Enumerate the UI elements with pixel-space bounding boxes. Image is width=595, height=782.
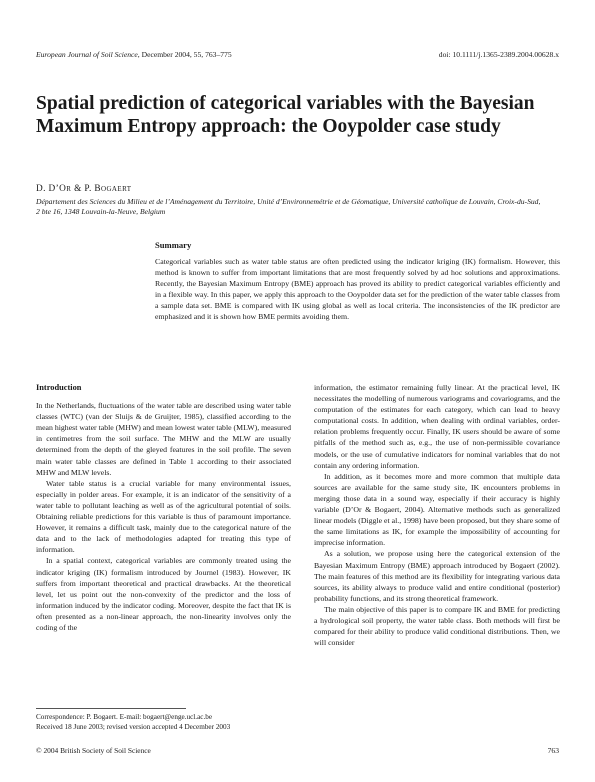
left-column [36, 382, 291, 633]
summary-text: Categorical variables such as water table status are often predicted using the indicator kriging (IK) formalism. However, this method is known to suffer from important limitations that are most frequently solved by ad hoc solutions and approximations. Recently, the Bayesian Maximum Entropy (BME) approach has proved its ability to predict categorical variables efficiently and in a flexible way. In this paper, we apply this approach to the Ooypolder data set for the prediction of the water table classes from a sample data set. BME is compared with IK using global as well as local criteria. The inconsistencies of the IK predictor are emphasized and it is shown how BME permits avoiding them. [155, 257, 560, 322]
introduction-heading: Introduction [36, 383, 82, 392]
intro-paragraph: The main objective of this paper is to compare IK and BME for predicting a hydrological soil property, the water table class. Both methods will first be compared for their ability to produce valid conditional distributions. Then, we will consider [314, 604, 560, 648]
intro-paragraph: In the Netherlands, fluctuations of the water table are described using water table classes (WTC) (van der Sluijs & de Gruijter, 1985), classified according to the mean highest water table (MHW) and mean lowest water table (MLW), measured in centimetres from the soil surface. The MHW and the MLW are usually determined from the depth of the gleyed features in the soil profile. The seven main water table classes are defined in Table 1 according to their associated MHW and MLW levels. [36, 401, 291, 477]
footnote-rule [36, 708, 186, 709]
authors: D. D’Or & P. Bogaert [36, 184, 132, 194]
intro-paragraph: information, the estimator remaining fully linear. At the practical level, IK necessitates the modelling of numerous variograms and covariograms, and the computation of the estimates for each category, which can lead to heavy computational costs. In addition, when dealing with ordinal variables, order-relation problems frequently occur. Finally, IK users should be aware of some pitfalls of the method such as, e.g., the use of non-permissible covariance models, or the use of cumulative indicators for nominal variables that do not contain any ordering information. [314, 383, 560, 470]
page-number: 763 [547, 746, 559, 755]
intro-paragraph: Water table status is a crucial variable for many environmental issues, especially in polder areas. For example, it is an indicator of the sensitivity of a water table to pollutant leaching as well as of the agricultural potential of soils. Obtaining reliable predictions for this variable is thus of paramount importance. However, it remains a difficult task, mainly due to the categorical nature of the data and to the lack of methodologies adapted for treating this type of information. [36, 478, 291, 555]
paper-title: Spatial prediction of categorical variables with the Bayesian Maximum Entropy approach: the Ooypolder case study [36, 93, 535, 137]
journal-name: European Journal of Soil Science [36, 50, 138, 59]
intro-paragraph: In addition, as it becomes more and more common that multiple data sources are available for the same study site, IK encounters problems in merging those data in a sound way, especially if their accuracy is highly variable (D’Or & Bogaert, 2004). Alternative methods such as generalized linear models (Diggle et al., 1998) have been proposed, but they share some of the same limitations as IK, for example the impossibility of accounting for imprecise information. [314, 471, 560, 548]
affiliation: Département des Sciences du Milieu et de l’Aménagement du Territoire, Unité d’Environnemétrie et de Géomatique, Université catholique de Louvain, Croix-du-Sud, 2 bte 16, 1348 Louvain-la-Neuve, Belgium [36, 197, 541, 217]
intro-paragraph: In a spatial context, categorical variables are commonly treated using the indicator kriging (IK) formalism introduced by Journel (1983). However, IK suffers from important theoretical and practical drawbacks. At the theoretical level, let us point out the non-convexity of the predictor and the loss of information induced by the indicator coding. Moreover, despite the fact that IK is often presented as a non-linear approach, the non-linearity involves only the coding of the [36, 556, 291, 632]
journal-header [36, 50, 232, 59]
summary-heading: Summary [155, 240, 192, 250]
correspondence: Correspondence: P. Bogaert. E-mail: bogaert@enge.ucl.ac.be [36, 713, 213, 721]
journal-citation: , December 2004, 55, 763–775 [137, 50, 232, 59]
right-column [314, 382, 560, 648]
footnote [36, 712, 291, 732]
intro-paragraph: As a solution, we propose using here the categorical extension of the Bayesian Maximum Entropy (BME) approach introduced by Bogaert (2002). The main features of this method are its flexibility for integrating various data sources, its ability always to produce valid and entire conditional (posterior) probability functions, and its strong theoretical framework. [314, 549, 560, 603]
copyright: © 2004 British Society of Soil Science [36, 746, 151, 755]
received-dates: Received 18 June 2003; revised version accepted 4 December 2003 [36, 723, 231, 732]
doi: doi: 10.1111/j.1365-2389.2004.00628.x [438, 50, 559, 59]
